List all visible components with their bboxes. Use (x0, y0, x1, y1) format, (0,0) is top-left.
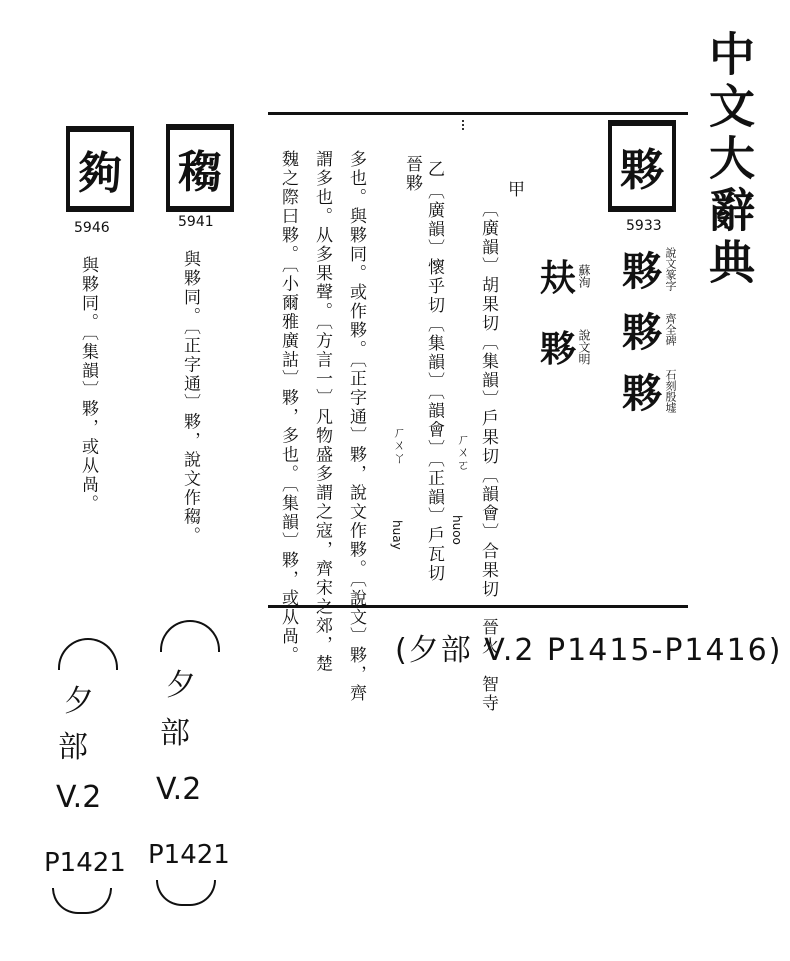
glyph-form-1: 夥 說文篆字 (622, 246, 677, 295)
definition-line-3: 魏之際曰夥。〔小爾雅廣詁〕夥，多也。〔集韻〕夥，或从咼。 (278, 150, 298, 665)
definition-line-2: 謂多也。从多果聲。〔方言一〕凡物盛多謂之寇，齊宋之郊，楚 (312, 150, 332, 674)
glyph-form-2: 夥 齊全碑 (622, 309, 677, 356)
entry-2-note-3: V.2 (156, 772, 202, 807)
reading-a-text: 〔廣韻〕胡果切〔集韻〕戶果切〔韻會〕合果切 晉火 智寺 (478, 200, 498, 713)
entry-3-number: 5946 (74, 220, 110, 236)
entry-3-note-close-brace (52, 888, 112, 914)
entry-main-number: 5933 (626, 218, 662, 234)
entry-3-head: 夠 (72, 126, 128, 212)
entry-3-note-open-brace (58, 638, 118, 670)
glyph-forms-column (622, 240, 676, 419)
reading-b-roman: huay (390, 520, 404, 550)
dotted-mark (462, 120, 466, 130)
top-rule (268, 112, 688, 115)
seal-form-2: 夥 說文明 (540, 328, 592, 370)
entry-main-head: 夥 (614, 120, 670, 212)
reading-a-bopomofo: ㄏㄨㄛ (454, 432, 469, 471)
glyph-form-3: 夥 石刻殷墟 (622, 368, 677, 417)
reading-b-text: 〔廣韻〕懷乎切〔集韻〕〔韻會〕〔正韻〕戶瓦切 (424, 182, 444, 583)
reading-b-label: 乙 (424, 160, 444, 179)
entry-2-note-4: P1421 (148, 840, 230, 870)
dictionary-title: 中文大辭典 (702, 30, 756, 290)
reading-b-note: 晉夥 (402, 155, 422, 193)
reading-a-roman: huoo (450, 515, 464, 545)
entry-3-note-2: 部 (58, 730, 88, 765)
entry-2-note-2: 部 (160, 716, 190, 751)
entry-2-note-close-brace (156, 880, 216, 906)
handwritten-note-main: (夕部 V.2 P1415-P1416) (395, 633, 783, 668)
seal-form-1: 㚘 蘇洵 (540, 257, 592, 299)
entry-2-note-1: 夕 (166, 668, 196, 703)
entry-2-text: 與夥同。〔正字通〕夥，說文作䅳。 (180, 250, 200, 546)
entry-3-note-4: P1421 (44, 848, 126, 878)
entry-3-note-3: V.2 (56, 780, 102, 815)
definition-line-1: 多也。與夥同。或作夥。〔正字通〕夥，說文作夥。〔說文〕夥，齊 (346, 150, 366, 703)
entry-3-note-1: 夕 (64, 684, 94, 719)
reading-a-label: 甲 (504, 180, 524, 199)
entry-3-text: 與夥同。〔集韻〕夥，或从咼。 (78, 256, 98, 514)
reading-b-bopomofo: ㄏㄨㄚ (390, 425, 405, 464)
entry-2-head: 䅳 (172, 124, 228, 212)
entry-2-note-open-brace (160, 620, 220, 652)
seal-forms-column (540, 250, 590, 372)
entry-2-number: 5941 (178, 214, 214, 230)
